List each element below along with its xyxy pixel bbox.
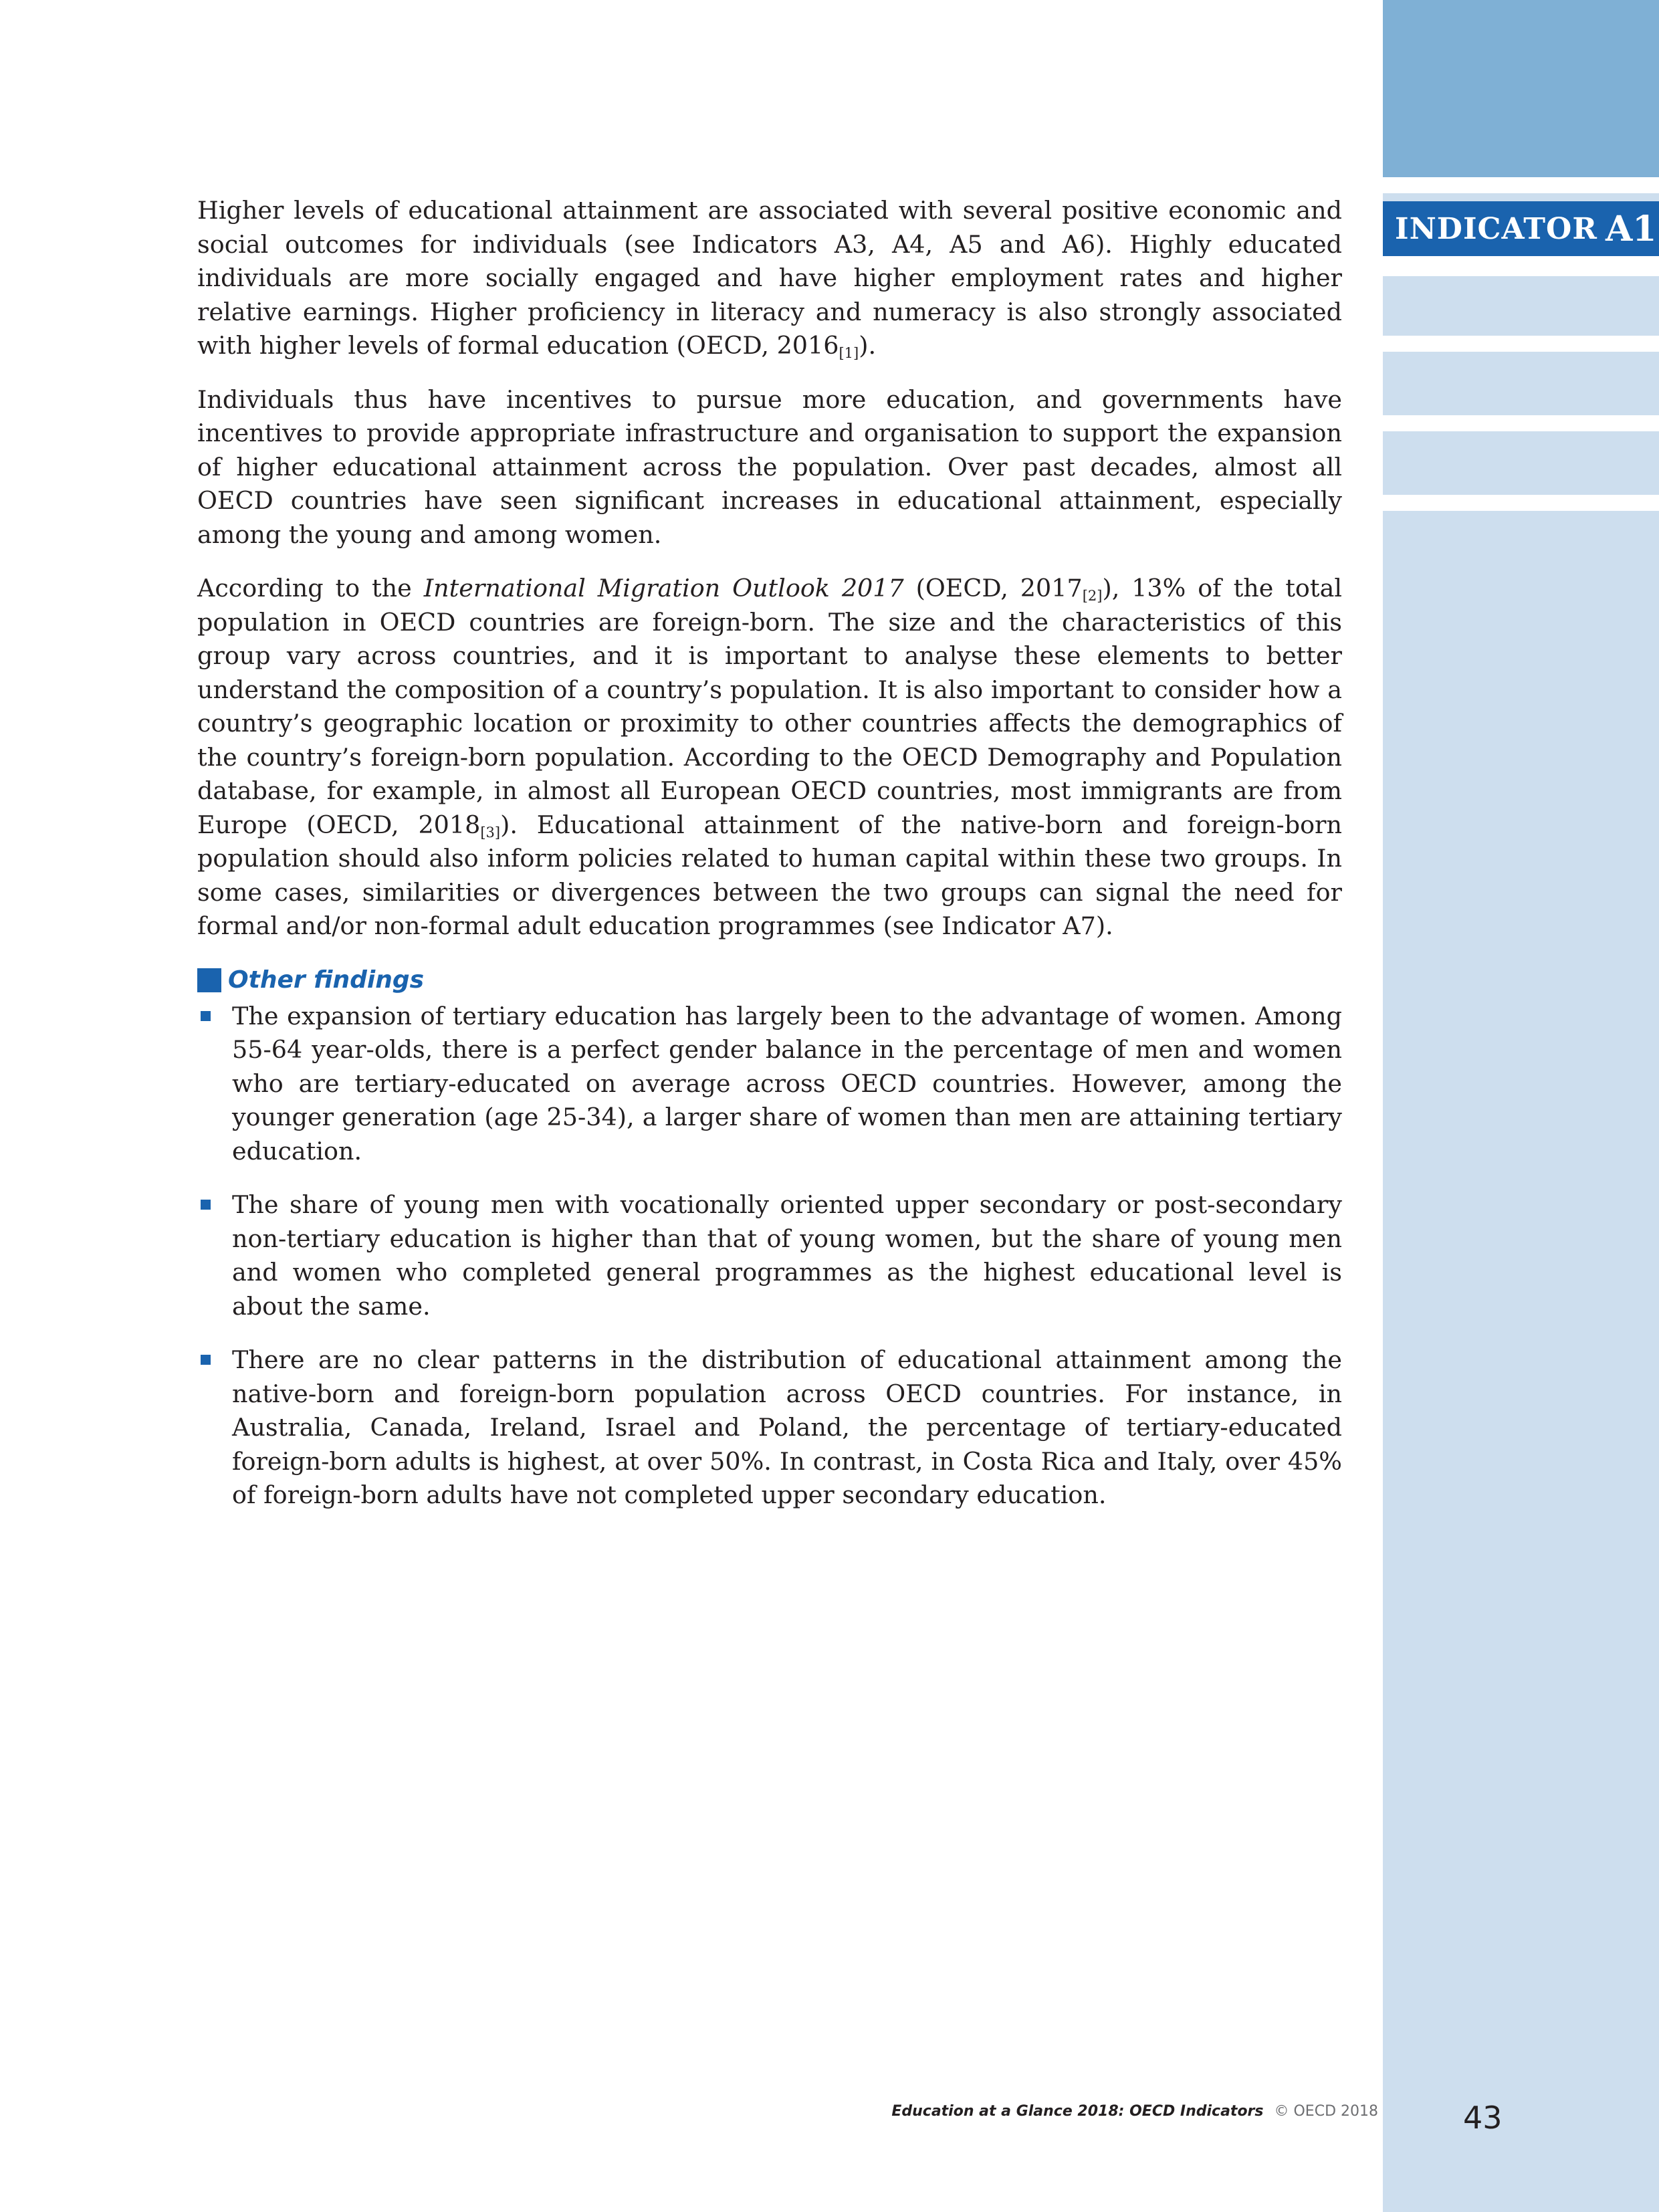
list-item [197, 1000, 1342, 1169]
indicator-code: A1 [1605, 208, 1657, 249]
paragraph-attainment-outcomes [197, 194, 1342, 363]
bullet-square-icon [201, 1011, 211, 1021]
paragraph-text: According to the [197, 574, 424, 602]
bullet-square-icon [201, 1200, 211, 1210]
page-number: 43 [1463, 2100, 1503, 2136]
paragraph-migration [197, 572, 1342, 944]
reference-marker: [1] [839, 345, 859, 361]
heading-text: Other findings [228, 966, 425, 994]
list-item-text: The expansion of tertiary education has largely been to the advantage of women. Among 55-64 year-olds, there is a perfect gender balance in the percentage of men and women who are tertiary-educated on average across OECD countries. However, among the younger generation (age 25-34), a larger share of women than men are attaining tertiary education. [232, 1001, 1342, 1166]
reference-marker: [2] [1082, 588, 1103, 604]
paragraph-text: Higher levels of educational attainment are associated with several positive economic and social outcomes for individuals (see Indicators A3, A4, A5 and A6). Highly educated individuals are more socially engaged and have higher employment rates and higher relative earnings. Higher proficiency in literacy and numeracy is also strongly associated with higher levels of formal education (OECD, 2016 [197, 196, 1342, 360]
sidebar-divider [1383, 256, 1659, 276]
sidebar-divider [1383, 336, 1659, 352]
list-item-text: There are no clear patterns in the distribution of educational attainment among the native-born and foreign-born population across OECD countries. For instance, in Australia, Canada, Ireland, Israel and Poland, the percentage of tertiary-educated foreign-born adults is highest, at over 50%. In contrast, in Costa Rica and Italy, over 45% of foreign-born adults have not completed upper secondary education. [232, 1345, 1342, 1509]
list-item-text: The share of young men with vocationally oriented upper secondary or post-secondary non-tertiary education is higher than that of young women, but the share of young men and women who completed general programmes as the highest educational level is about the same. [232, 1190, 1342, 1321]
sidebar-divider [1383, 495, 1659, 511]
sidebar-background [1383, 0, 1659, 2212]
indicator-tab [1383, 201, 1659, 256]
main-content [197, 194, 1342, 1533]
bullet-square-icon [201, 1355, 211, 1365]
heading-square-icon [197, 968, 221, 992]
reference-marker: [3] [480, 824, 501, 841]
paragraph-text: ). Educational attainment of the native-born and foreign-born population should also inform policies related to human capital within these two groups. In some cases, similarities or divergences between the two groups can signal the need for formal and/or non-formal adult education programmes (see Indicator A7). [197, 810, 1343, 940]
sidebar-divider [1383, 415, 1659, 431]
paragraph-text: ), 13% of the total population in OECD countries are foreign-born. The size and the characteristics of this group vary across countries, and it is important to analyse these elements to better understand the composition of a country’s population. It is also important to consider how a country’s geographic location or proximity to other countries affects the demographics of the country’s foreign-born population. According to the OECD Demography and Population database, for example, in almost all European OECD countries, most immigrants are from Europe (OECD, 2018 [197, 574, 1342, 839]
copyright-notice: © OECD 2018 [1274, 2103, 1378, 2120]
sidebar-top-block [1383, 0, 1659, 177]
paragraph-text: (OECD, 2017 [903, 574, 1083, 602]
sidebar-divider [1383, 177, 1659, 193]
page-footer [891, 2103, 1378, 2120]
indicator-word: INDICATOR [1395, 211, 1597, 246]
findings-list [197, 1000, 1342, 1513]
publication-footer-title: Education at a Glance 2018: OECD Indicators [891, 2103, 1264, 2120]
paragraph-incentives: Individuals thus have incentives to pursue more education, and governments have incentives to provide appropriate infrastructure and organisation to support the expansion of higher educational attainment across the population. Over past decades, almost all OECD countries have seen significant increases in educational attainment, especially among the young and among women. [197, 384, 1342, 549]
other-findings-heading [197, 964, 1342, 997]
list-item [197, 1188, 1342, 1323]
list-item [197, 1343, 1342, 1513]
paragraph-text: ). [859, 331, 877, 360]
publication-title: International Migration Outlook 2017 [423, 574, 904, 602]
